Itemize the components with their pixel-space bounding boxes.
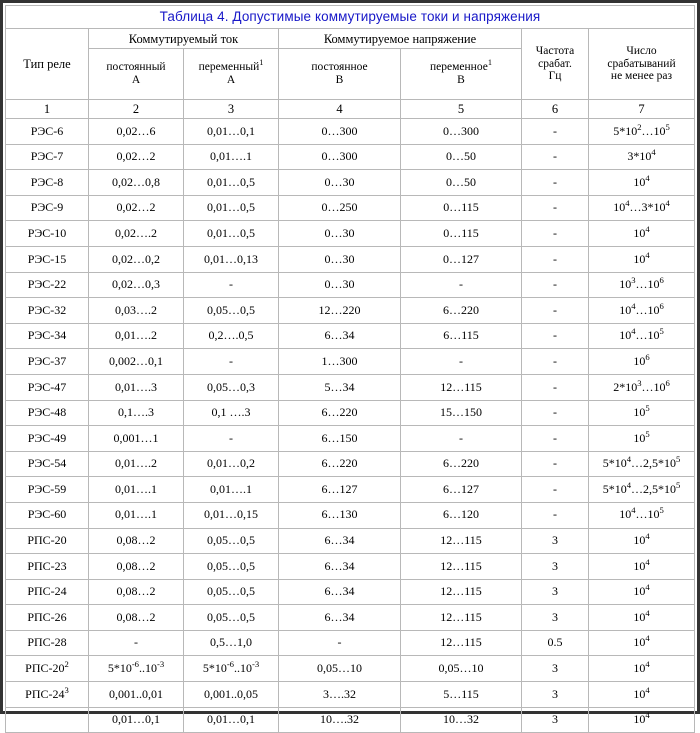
cell-voltage-dc: - <box>279 630 401 656</box>
cell-voltage-dc: 6…150 <box>279 426 401 452</box>
cell-voltage-dc: 6…130 <box>279 502 401 528</box>
table-row <box>6 144 695 170</box>
table-row <box>6 630 695 656</box>
cell-voltage-ac: - <box>401 272 522 298</box>
cell-frequency: - <box>522 451 589 477</box>
cell-current-dc: 0,1….3 <box>89 400 184 426</box>
cell-operation-count: $10^6$ <box>589 349 695 375</box>
cell-relay-type <box>6 707 89 733</box>
cell-frequency: - <box>522 298 589 324</box>
cell-current-ac: 0,01…0,5 <box>184 195 279 221</box>
cell-frequency: 3 <box>522 579 589 605</box>
cell-operation-count: $10^5$ <box>589 426 695 452</box>
header-current-ac-unit: А <box>226 74 236 86</box>
cell-voltage-dc: 5…34 <box>279 374 401 400</box>
cell-voltage-ac: - <box>401 426 522 452</box>
table-row <box>6 349 695 375</box>
cell-voltage-ac: 6…220 <box>401 298 522 324</box>
cell-frequency: 3 <box>522 656 589 682</box>
column-number: 6 <box>522 100 589 119</box>
table-body <box>6 119 695 733</box>
cell-relay-type: РЭС-32 <box>6 298 89 324</box>
table-row <box>6 707 695 733</box>
header-frequency-line1: Частота <box>535 44 575 57</box>
cell-frequency: 3 <box>522 682 589 708</box>
cell-voltage-dc: 0…30 <box>279 170 401 196</box>
table-row <box>6 605 695 631</box>
table-row <box>6 246 695 272</box>
footnote-marker: 1 <box>487 58 492 68</box>
header-frequency-line2: срабат. <box>538 57 572 70</box>
cell-voltage-ac: 0…115 <box>401 221 522 247</box>
cell-operation-count: $10^4\dots 10^5$ <box>589 502 695 528</box>
cell-current-ac: 0,01….1 <box>184 144 279 170</box>
table-row <box>6 374 695 400</box>
header-group-voltage: Коммутируемое напряжение <box>279 29 522 49</box>
cell-relay-type: РЭС-7 <box>6 144 89 170</box>
cell-relay-type: РЭС-6 <box>6 119 89 145</box>
cell-operation-count: $10^4$ <box>589 579 695 605</box>
cell-voltage-ac: - <box>401 349 522 375</box>
cell-voltage-dc: 6…34 <box>279 323 401 349</box>
cell-frequency: - <box>522 426 589 452</box>
cell-voltage-ac: 6…120 <box>401 502 522 528</box>
cell-current-ac: 0,05…0,5 <box>184 579 279 605</box>
cell-frequency: - <box>522 221 589 247</box>
cell-operation-count: $10^4$ <box>589 682 695 708</box>
table-row <box>6 451 695 477</box>
cell-frequency: - <box>522 246 589 272</box>
cell-operation-count: $10^4$ <box>589 246 695 272</box>
cell-current-ac: 0,01…0,5 <box>184 221 279 247</box>
table-row <box>6 400 695 426</box>
cell-current-dc: 0,02…2 <box>89 144 184 170</box>
cell-relay-type: РПС-24 <box>6 579 89 605</box>
cell-current-dc: 0,08…2 <box>89 605 184 631</box>
cell-relay-type: РЭС-47 <box>6 374 89 400</box>
cell-frequency: 3 <box>522 605 589 631</box>
cell-frequency: 3 <box>522 707 589 733</box>
cell-voltage-dc: 10….32 <box>279 707 401 733</box>
cell-current-dc: 0,02…0,2 <box>89 246 184 272</box>
cell-voltage-ac: 12…115 <box>401 630 522 656</box>
cell-voltage-ac: 6…220 <box>401 451 522 477</box>
cell-operation-count: $10^4$ <box>589 707 695 733</box>
header-voltage-dc-unit: В <box>335 74 344 86</box>
cell-voltage-dc: 6…220 <box>279 400 401 426</box>
cell-frequency: - <box>522 374 589 400</box>
cell-voltage-ac: 6…115 <box>401 323 522 349</box>
table-row <box>6 477 695 503</box>
cell-voltage-dc: 0…30 <box>279 246 401 272</box>
cell-frequency: - <box>522 119 589 145</box>
cell-relay-type: РЭС-22 <box>6 272 89 298</box>
table-row <box>6 579 695 605</box>
cell-relay-type: РЭС-10 <box>6 221 89 247</box>
cell-operation-count: $10^4$ <box>589 630 695 656</box>
relay-switching-table <box>5 5 695 733</box>
cell-voltage-ac: 0…115 <box>401 195 522 221</box>
cell-frequency: - <box>522 349 589 375</box>
cell-current-dc: 0,02…0,3 <box>89 272 184 298</box>
cell-current-ac: - <box>184 272 279 298</box>
header-group-current: Коммутируемый ток <box>89 29 279 49</box>
cell-current-dc: 0,01…0,1 <box>89 707 184 733</box>
cell-relay-type: РЭС-59 <box>6 477 89 503</box>
cell-current-ac: 0,01…0,13 <box>184 246 279 272</box>
table-row <box>6 272 695 298</box>
cell-operation-count: $3*10^4$ <box>589 144 695 170</box>
cell-operation-count: $10^5$ <box>589 400 695 426</box>
cell-operation-count: $10^4$ <box>589 170 695 196</box>
cell-current-ac: 0,5…1,0 <box>184 630 279 656</box>
cell-frequency: - <box>522 272 589 298</box>
cell-voltage-ac: 0…50 <box>401 170 522 196</box>
cell-voltage-ac: 12…115 <box>401 528 522 554</box>
cell-voltage-ac: 10…32 <box>401 707 522 733</box>
cell-voltage-ac: 0…300 <box>401 119 522 145</box>
header-frequency <box>522 29 589 100</box>
cell-frequency: - <box>522 195 589 221</box>
cell-relay-type: РПС-$20^2$ <box>6 656 89 682</box>
cell-current-ac: 0,2….0,5 <box>184 323 279 349</box>
cell-current-dc: 0,01….1 <box>89 502 184 528</box>
cell-current-dc: $5*10^{-6}..10^{-3}$ <box>89 656 184 682</box>
cell-operation-count: $10^4$ <box>589 528 695 554</box>
header-operation-count <box>589 29 695 100</box>
cell-frequency: 3 <box>522 554 589 580</box>
cell-operation-count: $10^4$ <box>589 221 695 247</box>
footnote-marker: 1 <box>259 58 264 68</box>
cell-current-ac: 0,1 ….3 <box>184 400 279 426</box>
cell-current-dc: 0,02…6 <box>89 119 184 145</box>
table-row <box>6 170 695 196</box>
cell-relay-type: РЭС-49 <box>6 426 89 452</box>
cell-current-dc: 0,08…2 <box>89 554 184 580</box>
cell-voltage-ac: 12…115 <box>401 374 522 400</box>
cell-current-dc: 0,08…2 <box>89 579 184 605</box>
cell-voltage-dc: 0…300 <box>279 119 401 145</box>
table-row <box>6 656 695 682</box>
cell-current-dc: 0,001…1 <box>89 426 184 452</box>
column-number: 1 <box>6 100 89 119</box>
header-type: Тип реле <box>6 29 89 100</box>
header-group-row <box>6 29 695 49</box>
cell-current-ac: 0,01….1 <box>184 477 279 503</box>
cell-current-dc: 0,01….2 <box>89 323 184 349</box>
cell-voltage-ac: 12…115 <box>401 605 522 631</box>
header-frequency-line3: Гц <box>548 70 562 83</box>
table-row <box>6 195 695 221</box>
cell-current-ac: - <box>184 349 279 375</box>
cell-current-ac: 0,05…0,5 <box>184 528 279 554</box>
table-row <box>6 119 695 145</box>
cell-current-dc: 0,01….3 <box>89 374 184 400</box>
cell-voltage-dc: 0…30 <box>279 221 401 247</box>
table-row <box>6 554 695 580</box>
cell-voltage-dc: 6…34 <box>279 605 401 631</box>
cell-current-dc: 0,01….1 <box>89 477 184 503</box>
cell-frequency: - <box>522 400 589 426</box>
cell-relay-type: РЭС-54 <box>6 451 89 477</box>
cell-current-dc: 0,08…2 <box>89 528 184 554</box>
cell-current-ac: 0,05…0,3 <box>184 374 279 400</box>
table-row <box>6 502 695 528</box>
cell-frequency: - <box>522 323 589 349</box>
column-number: 7 <box>589 100 695 119</box>
cell-current-ac: - <box>184 426 279 452</box>
cell-current-ac: 0,01…0,1 <box>184 119 279 145</box>
header-voltage-ac-text: переменное <box>430 61 488 74</box>
cell-frequency: 3 <box>522 528 589 554</box>
cell-relay-type: РЭС-37 <box>6 349 89 375</box>
cell-relay-type: РПС-23 <box>6 554 89 580</box>
column-number: 5 <box>401 100 522 119</box>
cell-current-dc: 0,001..0,01 <box>89 682 184 708</box>
cell-operation-count: $5*10^4\dots 2,5*10^5$ <box>589 477 695 503</box>
table-row <box>6 221 695 247</box>
cell-relay-type: РЭС-8 <box>6 170 89 196</box>
cell-relay-type: РЭС-48 <box>6 400 89 426</box>
header-voltage-ac-unit: В <box>457 74 465 86</box>
cell-relay-type: РПС-26 <box>6 605 89 631</box>
cell-operation-count: $10^4\dots 10^5$ <box>589 323 695 349</box>
header-count-line1: Число <box>626 44 657 57</box>
cell-current-ac: 0,01…0,1 <box>184 707 279 733</box>
cell-current-ac: 0,05…0,5 <box>184 605 279 631</box>
header-count-line2: срабатываний <box>607 57 676 70</box>
column-number: 2 <box>89 100 184 119</box>
cell-voltage-ac: 15…150 <box>401 400 522 426</box>
cell-voltage-dc: 0…30 <box>279 272 401 298</box>
column-number: 4 <box>279 100 401 119</box>
cell-frequency: 0.5 <box>522 630 589 656</box>
cell-operation-count: $10^4\dots 3*10^4$ <box>589 195 695 221</box>
cell-operation-count: $10^3\dots 10^6$ <box>589 272 695 298</box>
cell-current-ac: $5*10^{-6}..10^{-3}$ <box>184 656 279 682</box>
cell-voltage-ac: 5…115 <box>401 682 522 708</box>
table-row <box>6 298 695 324</box>
column-number: 3 <box>184 100 279 119</box>
cell-current-dc: 0,02…2 <box>89 195 184 221</box>
cell-relay-type: РЭС-60 <box>6 502 89 528</box>
cell-current-dc: 0,01….2 <box>89 451 184 477</box>
cell-relay-type: РЭС-34 <box>6 323 89 349</box>
cell-voltage-ac: 12…115 <box>401 554 522 580</box>
cell-voltage-dc: 0…250 <box>279 195 401 221</box>
cell-voltage-dc: 6…34 <box>279 554 401 580</box>
cell-voltage-ac: 0…127 <box>401 246 522 272</box>
cell-current-dc: 0,02…0,8 <box>89 170 184 196</box>
header-current-ac <box>184 49 279 100</box>
cell-operation-count: $10^4$ <box>589 656 695 682</box>
cell-frequency: - <box>522 477 589 503</box>
cell-voltage-dc: 0…300 <box>279 144 401 170</box>
cell-current-ac: 0,05…0,5 <box>184 554 279 580</box>
cell-current-dc: 0,002…0,1 <box>89 349 184 375</box>
cell-operation-count: $5*10^4\dots 2,5*10^5$ <box>589 451 695 477</box>
cell-voltage-dc: 1…300 <box>279 349 401 375</box>
header-voltage-dc <box>279 49 401 100</box>
cell-relay-type: РПС-20 <box>6 528 89 554</box>
header-voltage-ac <box>401 49 522 100</box>
cell-voltage-dc: 0,05…10 <box>279 656 401 682</box>
cell-operation-count: $10^4\dots 10^6$ <box>589 298 695 324</box>
cell-current-ac: 0,01…0,5 <box>184 170 279 196</box>
cell-current-dc: 0,03….2 <box>89 298 184 324</box>
cell-voltage-dc: 6…34 <box>279 528 401 554</box>
cell-frequency: - <box>522 502 589 528</box>
table-row <box>6 323 695 349</box>
cell-frequency: - <box>522 144 589 170</box>
cell-frequency: - <box>522 170 589 196</box>
cell-current-ac: 0,01…0,2 <box>184 451 279 477</box>
table-row <box>6 528 695 554</box>
header-current-dc <box>89 49 184 100</box>
cell-voltage-ac: 0,05…10 <box>401 656 522 682</box>
cell-relay-type: РЭС-15 <box>6 246 89 272</box>
cell-voltage-ac: 0…50 <box>401 144 522 170</box>
cell-current-dc: - <box>89 630 184 656</box>
cell-operation-count: $5*10^2\dots 10^5$ <box>589 119 695 145</box>
header-voltage-dc-label: постоянное <box>311 61 368 74</box>
cell-voltage-dc: 6…220 <box>279 451 401 477</box>
cell-operation-count: $2*10^3\dots 10^6$ <box>589 374 695 400</box>
cell-relay-type: РПС-$24^3$ <box>6 682 89 708</box>
cell-current-ac: 0,001..0,05 <box>184 682 279 708</box>
column-number-row <box>6 100 695 119</box>
header-current-dc-unit: А <box>131 74 141 86</box>
header-current-ac-label <box>187 58 275 74</box>
cell-relay-type: РЭС-9 <box>6 195 89 221</box>
table-row <box>6 426 695 452</box>
header-current-ac-text: переменный <box>198 61 260 74</box>
cell-current-ac: 0,05…0,5 <box>184 298 279 324</box>
cell-voltage-ac: 12…115 <box>401 579 522 605</box>
page-title: Таблица 4. Допустимые коммутируемые токи и напряжения <box>6 6 695 29</box>
table-row <box>6 682 695 708</box>
cell-voltage-dc: 6…127 <box>279 477 401 503</box>
cell-operation-count: $10^4$ <box>589 605 695 631</box>
cell-voltage-ac: 6…127 <box>401 477 522 503</box>
header-voltage-ac-label <box>404 58 518 74</box>
header-current-dc-label: постоянный <box>106 61 166 74</box>
title-row <box>6 6 695 29</box>
cell-current-ac: 0,01…0,15 <box>184 502 279 528</box>
cell-relay-type: РПС-28 <box>6 630 89 656</box>
header-count-line3: не менее раз <box>610 70 673 83</box>
cell-voltage-dc: 6…34 <box>279 579 401 605</box>
cell-current-dc: 0,02….2 <box>89 221 184 247</box>
cell-operation-count: $10^4$ <box>589 554 695 580</box>
cell-voltage-dc: 12…220 <box>279 298 401 324</box>
cell-voltage-dc: 3….32 <box>279 682 401 708</box>
